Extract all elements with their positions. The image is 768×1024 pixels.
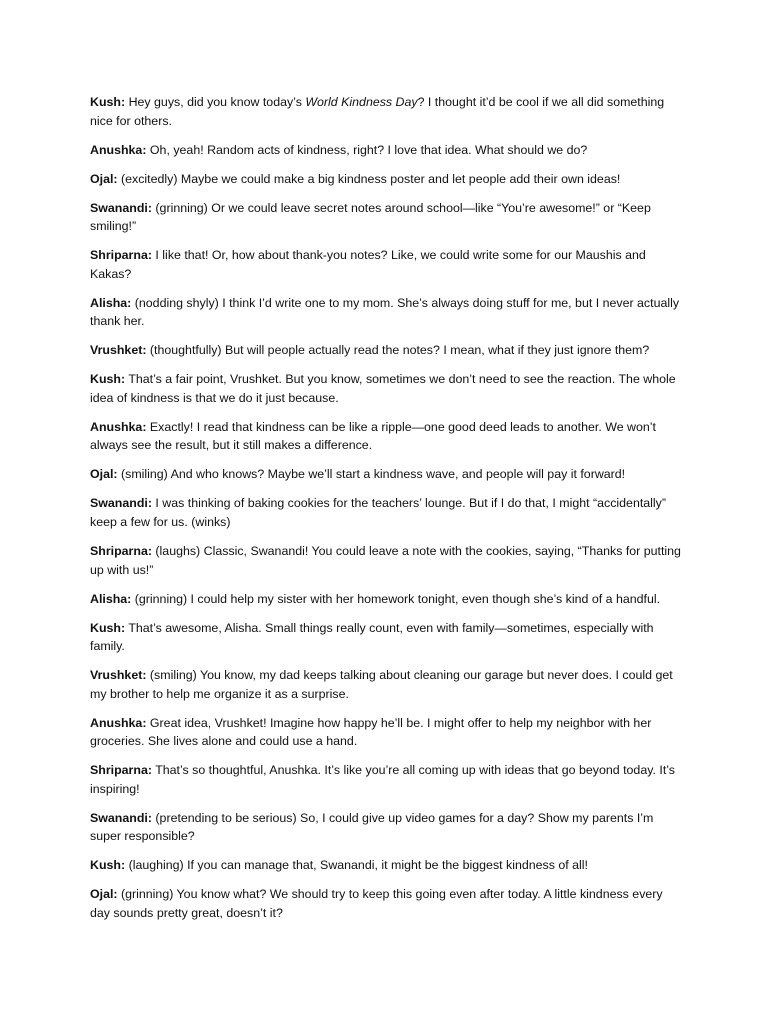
document-page	[90, 93, 682, 933]
dialogue-text: (smiling) You know, my dad keeps talking about cleaning our garage but never does. I could get my brother to help me organize it as a surprise.	[90, 668, 673, 701]
speaker-name: Swanandi:	[90, 200, 152, 215]
dialogue-text: (laughing) If you can manage that, Swanandi, it might be the biggest kindness of all!	[128, 858, 588, 873]
dialogue-line	[90, 370, 682, 407]
speaker-name: Alisha:	[90, 295, 132, 310]
dialogue-line	[90, 809, 682, 846]
dialogue-text: That’s awesome, Alisha. Small things really count, even with family—sometimes, especially with family.	[90, 620, 654, 654]
dialogue-line	[90, 494, 682, 531]
dialogue-text: (excitedly) Maybe we could make a big kindness poster and let people add their own ideas!	[121, 171, 621, 186]
speaker-name: Kush:	[90, 858, 126, 873]
dialogue-text: That’s a fair point, Vrushket. But you know, sometimes we don’t need to see the reaction. The whole idea of kindness is that we do it just because.	[90, 372, 676, 405]
speaker-name: Swanandi:	[90, 810, 152, 825]
dialogue-line	[90, 341, 682, 360]
speaker-name: Kush:	[90, 372, 126, 387]
dialogue-line	[90, 246, 682, 283]
dialogue-line	[90, 885, 682, 922]
speaker-name: Shriparna:	[90, 248, 152, 263]
speaker-name: Vrushket:	[90, 343, 147, 358]
dialogue-text: (grinning) I could help my sister with her homework tonight, even though she’s kind of a handful.	[134, 591, 661, 606]
dialogue-line	[90, 294, 682, 331]
dialogue-emphasis: World Kindness Day	[305, 95, 418, 109]
dialogue-line	[90, 590, 682, 609]
speaker-name: Anushka:	[90, 142, 147, 157]
speaker-name: Kush:	[90, 620, 126, 635]
dialogue-line	[90, 714, 682, 751]
speaker-name: Ojal:	[90, 887, 118, 902]
dialogue-line	[90, 542, 682, 579]
speaker-name: Swanandi:	[90, 496, 152, 511]
dialogue-line	[90, 666, 682, 703]
speaker-name: Vrushket:	[90, 668, 147, 683]
dialogue-text: (grinning) You know what? We should try to keep this going even after today. A little kindness every day sounds pretty great, doesn’t it?	[90, 887, 663, 921]
dialogue-text: (thoughtfully) But will people actually read the notes? I mean, what if they just ignore them?	[149, 343, 650, 358]
dialogue-text: Exactly! I read that kindness can be like a ripple—one good deed leads to another. We won’t always see the result, but it still makes a difference.	[90, 419, 656, 453]
speaker-name: Shriparna:	[90, 543, 152, 558]
dialogue-text: (grinning) Or we could leave secret notes around school—like “You’re awesome!” or “Keep smiling!”	[90, 200, 651, 234]
dialogue-text: (pretending to be serious) So, I could give up video games for a day? Show my parents I’m super responsible?	[90, 810, 654, 844]
dialogue-text: That’s so thoughtful, Anushka. It’s like you’re all coming up with ideas that go beyond today. It’s inspiring!	[90, 763, 675, 796]
dialogue-line	[90, 170, 682, 189]
dialogue-line	[90, 418, 682, 455]
dialogue-text: (nodding shyly) I think I’d write one to my mom. She’s always doing stuff for me, but I never actually thank her.	[90, 295, 680, 329]
dialogue-line	[90, 199, 682, 236]
dialogue-text: I was thinking of baking cookies for the teachers’ lounge. But if I do that, I might “accidentally” keep a few for us. (winks)	[90, 496, 667, 529]
speaker-name: Anushka:	[90, 419, 147, 434]
dialogue-line	[90, 761, 682, 798]
dialogue-text: (smiling) And who knows? Maybe we’ll start a kindness wave, and people will pay it forward!	[121, 467, 626, 482]
dialogue-text: I like that! Or, how about thank-you notes? Like, we could write some for our Maushis and Kakas?	[90, 248, 646, 281]
speaker-name: Alisha:	[90, 591, 132, 606]
speaker-name: Anushka:	[90, 715, 147, 730]
speaker-name: Shriparna:	[90, 763, 152, 778]
speaker-name: Ojal:	[90, 171, 118, 186]
dialogue-text: Oh, yeah! Random acts of kindness, right? I love that idea. What should we do?	[149, 142, 588, 157]
dialogue-line	[90, 856, 682, 875]
dialogue-line	[90, 465, 682, 484]
dialogue-line	[90, 141, 682, 160]
dialogue-text: ? I thought it’d be cool if we all did something nice for others.	[90, 95, 665, 128]
dialogue-text: Hey guys, did you know today’s	[128, 95, 306, 109]
dialogue-line	[90, 619, 682, 656]
dialogue-text: Great idea, Vrushket! Imagine how happy he’ll be. I might offer to help my neighbor with her groceries. She lives alone and could use a hand.	[90, 715, 652, 749]
speaker-name: Kush:	[90, 95, 126, 109]
speaker-name: Ojal:	[90, 467, 118, 482]
dialogue-line	[90, 93, 682, 130]
dialogue-text: (laughs) Classic, Swanandi! You could leave a note with the cookies, saying, “Thanks for putting up with us!”	[90, 543, 681, 577]
